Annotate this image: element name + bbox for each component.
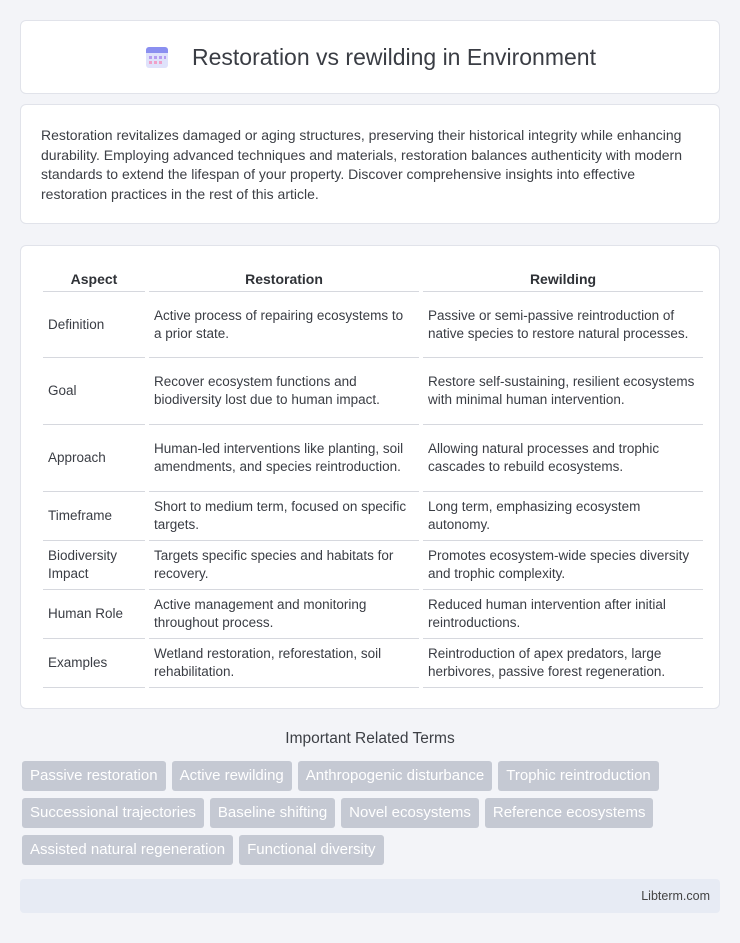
- table-row: [43, 541, 703, 590]
- row-rewilding: Restore self-sustaining, resilient ecosystems with minimal human intervention.: [423, 358, 703, 425]
- row-restoration: Targets specific species and habitats for recovery.: [149, 541, 419, 590]
- related-terms-list: [22, 761, 722, 872]
- row-aspect: Approach: [43, 425, 145, 492]
- header-rewilding: Rewilding: [423, 266, 703, 292]
- related-term-tag[interactable]: Passive restoration: [22, 761, 166, 791]
- row-aspect: Goal: [43, 358, 145, 425]
- row-restoration: Active process of repairing ecosystems to a prior state.: [149, 292, 419, 358]
- row-restoration: Wetland restoration, reforestation, soil rehabilitation.: [149, 639, 419, 688]
- calendar-icon: [144, 44, 170, 70]
- table-row: [43, 492, 703, 541]
- related-term-tag[interactable]: Successional trajectories: [22, 798, 204, 828]
- row-rewilding: Reduced human intervention after initial reintroductions.: [423, 590, 703, 639]
- row-rewilding: Promotes ecosystem-wide species diversity and trophic complexity.: [423, 541, 703, 590]
- related-term-tag[interactable]: Trophic reintroduction: [498, 761, 659, 791]
- header-restoration: Restoration: [149, 266, 419, 292]
- row-restoration: Human-led interventions like planting, soil amendments, and species reintroduction.: [149, 425, 419, 492]
- row-aspect: Definition: [43, 292, 145, 358]
- related-term-tag[interactable]: Anthropogenic disturbance: [298, 761, 492, 791]
- table-row: [43, 590, 703, 639]
- related-term-tag[interactable]: Reference ecosystems: [485, 798, 654, 828]
- page-title: Restoration vs rewilding in Environment: [192, 43, 596, 70]
- row-restoration: Recover ecosystem functions and biodiversity lost due to human impact.: [149, 358, 419, 425]
- row-aspect: Examples: [43, 639, 145, 688]
- related-term-tag[interactable]: Baseline shifting: [210, 798, 335, 828]
- row-restoration: Active management and monitoring throughout process.: [149, 590, 419, 639]
- table-row: [43, 358, 703, 425]
- related-term-tag[interactable]: Active rewilding: [172, 761, 292, 791]
- footer: [20, 879, 720, 913]
- header-aspect: Aspect: [43, 266, 145, 292]
- row-aspect: Biodiversity Impact: [43, 541, 145, 590]
- related-term-tag[interactable]: Functional diversity: [239, 835, 383, 865]
- row-aspect: Timeframe: [43, 492, 145, 541]
- row-aspect: Human Role: [43, 590, 145, 639]
- table-row: [43, 425, 703, 492]
- intro-card: [20, 104, 720, 224]
- header-card: [20, 20, 720, 94]
- related-terms-title: Important Related Terms: [285, 730, 455, 747]
- footer-brand-link[interactable]: Libterm.com: [641, 889, 710, 903]
- comparison-table-card: [20, 245, 720, 709]
- table-row: [43, 292, 703, 358]
- row-rewilding: Reintroduction of apex predators, large herbivores, passive forest regeneration.: [423, 639, 703, 688]
- row-restoration: Short to medium term, focused on specific targets.: [149, 492, 419, 541]
- comparison-table: [39, 266, 707, 688]
- intro-text: Restoration revitalizes damaged or aging structures, preserving their historical integrity while enhancing durability. Employing advanced techniques and materials, restoration balances authenticity with modern standards to extend the lifespan of your property. Discover comprehensive insights into effective restoration practices in the rest of this article.: [41, 127, 682, 202]
- row-rewilding: Passive or semi-passive reintroduction of native species to restore natural processes.: [423, 292, 703, 358]
- table-header-row: [43, 266, 703, 292]
- table-row: [43, 639, 703, 688]
- row-rewilding: Allowing natural processes and trophic cascades to rebuild ecosystems.: [423, 425, 703, 492]
- related-term-tag[interactable]: Novel ecosystems: [341, 798, 479, 828]
- related-term-tag[interactable]: Assisted natural regeneration: [22, 835, 233, 865]
- row-rewilding: Long term, emphasizing ecosystem autonomy.: [423, 492, 703, 541]
